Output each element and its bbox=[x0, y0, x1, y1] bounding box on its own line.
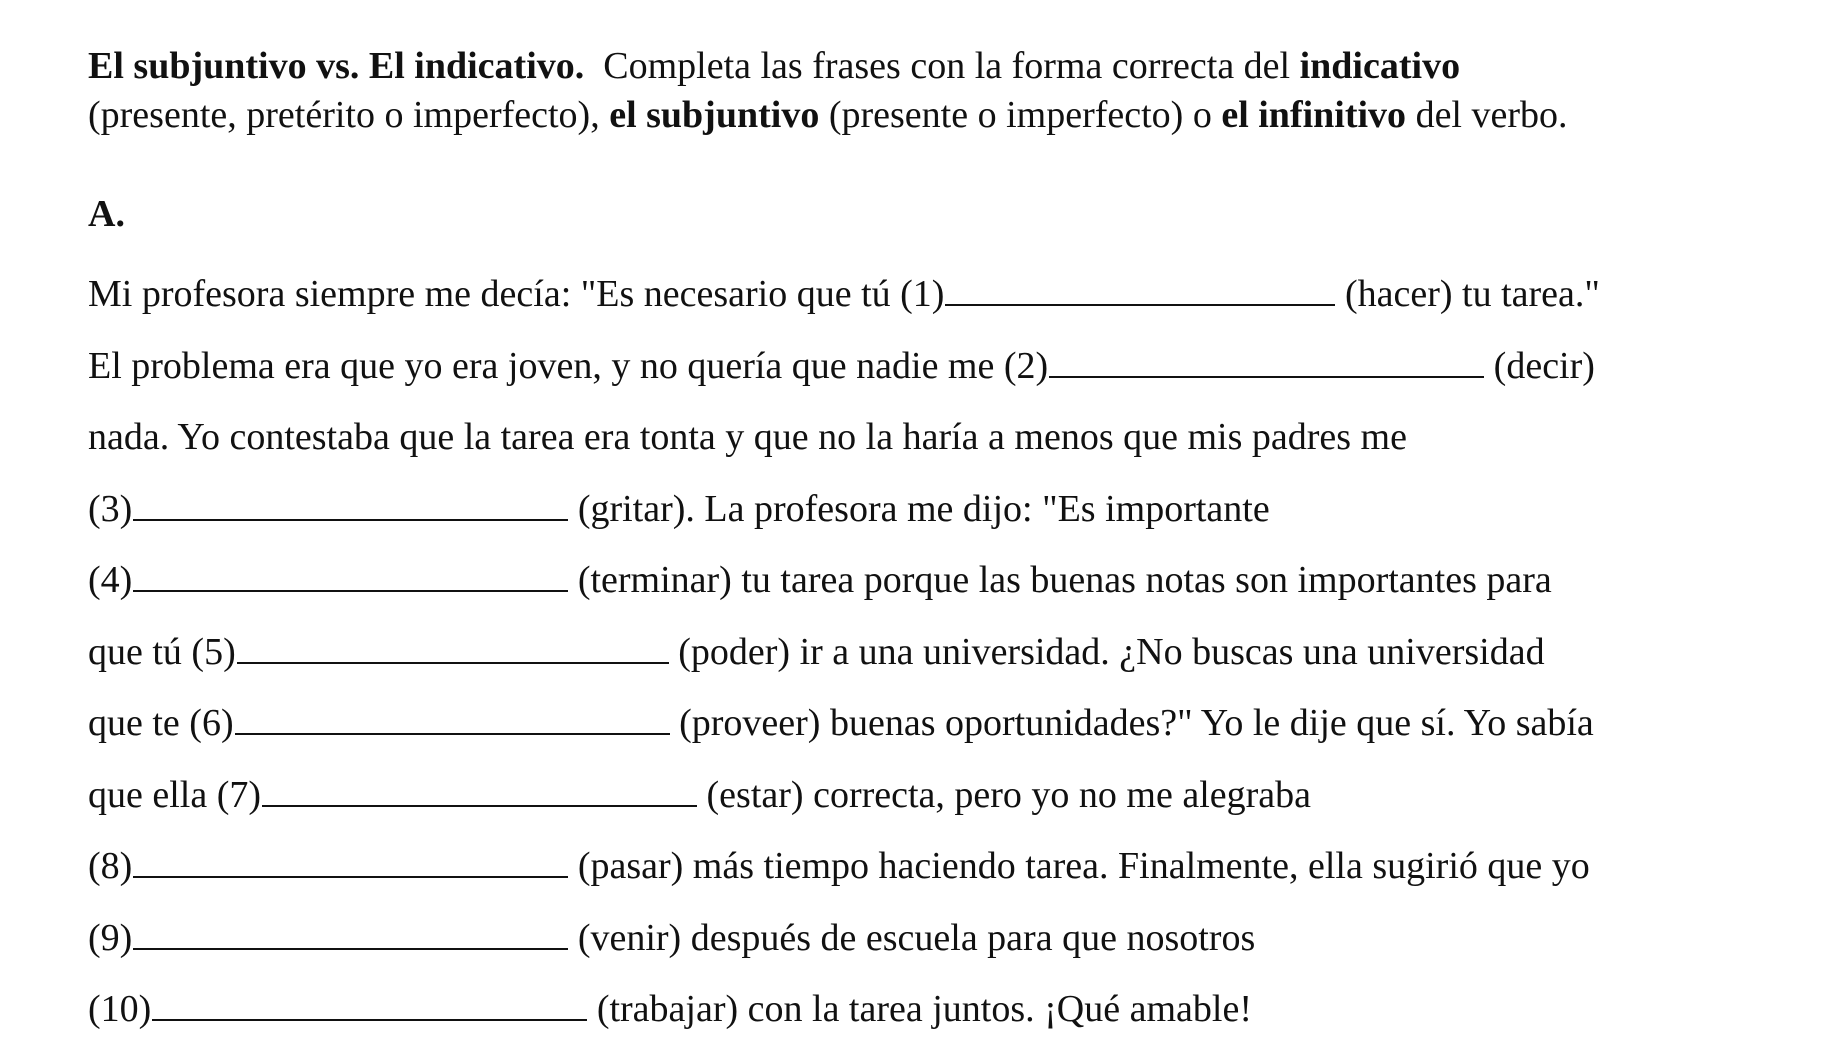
line-text-before: que tú (5) bbox=[88, 630, 236, 673]
answer-blank-4[interactable] bbox=[133, 560, 568, 592]
instructions-bold-infinitivo: el infinitivo bbox=[1221, 94, 1407, 136]
line-text-before: (8) bbox=[88, 845, 133, 887]
line-text-before: (10) bbox=[88, 988, 152, 1030]
line-text-after: (terminar) tu tarea porque las buenas notas son importantes para bbox=[568, 559, 1552, 601]
exercise-line-10 bbox=[88, 903, 1788, 975]
instructions-text-1: Completa las frases con la forma correcta del bbox=[603, 45, 1291, 87]
exercise-line-5 bbox=[88, 545, 1788, 617]
line-text-after: (estar) correcta, pero yo no me alegraba bbox=[697, 773, 1312, 816]
exercise-line-7 bbox=[88, 688, 1788, 760]
answer-blank-1[interactable] bbox=[945, 274, 1335, 306]
answer-blank-3[interactable] bbox=[133, 489, 568, 521]
line-text-before: que te (6) bbox=[88, 702, 234, 744]
answer-blank-6[interactable] bbox=[235, 703, 670, 735]
answer-blank-5[interactable] bbox=[237, 632, 669, 664]
exercise-text bbox=[88, 259, 1788, 1046]
exercise-line-2 bbox=[88, 331, 1788, 403]
instructions-bold-indicativo: indicativo bbox=[1299, 45, 1461, 87]
line-text: nada. Yo contestaba que la tarea era tonta y que no la haría a menos que mis padres me bbox=[88, 416, 1407, 458]
line-text-after: (poder) ir a una universidad. ¿No buscas una universidad bbox=[668, 630, 1545, 673]
exercise-line-3 bbox=[88, 402, 1788, 474]
exercise-line-9 bbox=[88, 831, 1788, 903]
answer-blank-8[interactable] bbox=[133, 846, 568, 878]
line-text-before: que ella (7) bbox=[88, 773, 262, 816]
answer-blank-10[interactable] bbox=[152, 989, 587, 1021]
exercise-line-4 bbox=[88, 474, 1788, 546]
line-text-before: (4) bbox=[88, 559, 133, 601]
line-text-after: (hacer) tu tarea." bbox=[1335, 273, 1600, 315]
line-text-after: (proveer) buenas oportunidades?" Yo le dije que sí. Yo sabía bbox=[669, 702, 1594, 744]
instructions-paragraph bbox=[88, 42, 1788, 140]
line-text-after: (venir) después de escuela para que nosotros bbox=[568, 916, 1256, 959]
answer-blank-9[interactable] bbox=[133, 918, 568, 950]
instructions-bold-subjuntivo: el subjuntivo bbox=[609, 94, 820, 136]
line-text-before: Mi profesora siempre me decía: "Es necesario que tú (1) bbox=[88, 273, 945, 315]
line-text-after: (pasar) más tiempo haciendo tarea. Finalmente, ella sugirió que yo bbox=[568, 845, 1590, 887]
instructions-text-3: (presente o imperfecto) o bbox=[828, 94, 1212, 136]
exercise-line-11 bbox=[88, 974, 1788, 1046]
line-text-before: (3) bbox=[88, 487, 133, 530]
line-text-after: (decir) bbox=[1484, 344, 1595, 387]
instructions-text-4: del verbo. bbox=[1415, 94, 1568, 136]
line-text-before: El problema era que yo era joven, y no quería que nadie me (2) bbox=[88, 344, 1049, 387]
exercise-line-1 bbox=[88, 259, 1788, 331]
answer-blank-2[interactable] bbox=[1049, 346, 1484, 378]
line-text-after: (trabajar) con la tarea juntos. ¡Qué amable! bbox=[587, 988, 1252, 1030]
exercise-line-8 bbox=[88, 760, 1788, 832]
instructions-text-2: (presente, pretérito o imperfecto), bbox=[88, 94, 600, 136]
line-text-after: (gritar). La profesora me dijo: "Es importante bbox=[568, 487, 1270, 530]
exercise-line-6 bbox=[88, 617, 1788, 689]
instructions-title: El subjuntivo vs. El indicativo. bbox=[88, 45, 585, 87]
section-label: A. bbox=[88, 193, 125, 235]
worksheet-page bbox=[88, 42, 1788, 1030]
answer-blank-7[interactable] bbox=[262, 775, 697, 807]
line-text-before: (9) bbox=[88, 916, 133, 959]
